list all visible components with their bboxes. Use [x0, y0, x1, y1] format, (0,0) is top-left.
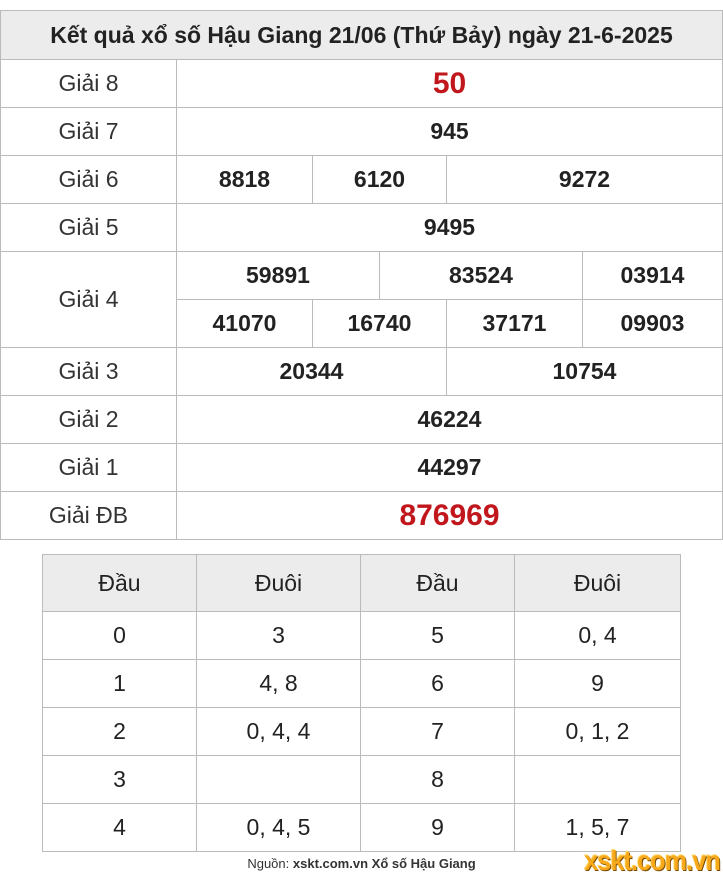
loto-cell: 4 [43, 804, 197, 852]
loto-cell: 0, 4, 4 [197, 708, 361, 756]
prize-4-value: 16740 [313, 300, 447, 348]
loto-header: Đầu [43, 555, 197, 612]
loto-cell: 5 [361, 612, 515, 660]
prize-db-value: 876969 [177, 492, 723, 540]
prize-row-2 [1, 396, 723, 444]
prize-row-8 [1, 60, 723, 108]
loto-cell: 4, 8 [197, 660, 361, 708]
loto-cell: 0, 1, 2 [515, 708, 681, 756]
prize-6-value: 6120 [313, 156, 447, 204]
prize-label-4: Giải 4 [1, 252, 177, 348]
prize-label-1: Giải 1 [1, 444, 177, 492]
prize-label-2: Giải 2 [1, 396, 177, 444]
prize-6-value: 9272 [447, 156, 723, 204]
loto-cell: 6 [361, 660, 515, 708]
prize-label-7: Giải 7 [1, 108, 177, 156]
prize-2-value: 46224 [177, 396, 723, 444]
loto-cell: 7 [361, 708, 515, 756]
prize-4-value: 03914 [583, 252, 723, 300]
prize-3-value: 10754 [447, 348, 723, 396]
loto-cell: 3 [197, 612, 361, 660]
prize-6-value: 8818 [177, 156, 313, 204]
prize-4-value: 41070 [177, 300, 313, 348]
results-table [0, 10, 723, 540]
loto-table [42, 554, 681, 852]
prize-3-value: 20344 [177, 348, 447, 396]
footer-site-link[interactable]: xskt.com.vn [292, 856, 369, 871]
prize-8-value: 50 [177, 60, 723, 108]
prize-4-value: 83524 [380, 252, 583, 300]
prize-label-db: Giải ĐB [1, 492, 177, 540]
prize-label-8: Giải 8 [1, 60, 177, 108]
site-logo: xskt.com.vn [584, 845, 720, 876]
prize-1-value: 44297 [177, 444, 723, 492]
loto-row [43, 612, 681, 660]
footer-prefix: Nguồn: [247, 856, 290, 871]
loto-row [43, 756, 681, 804]
loto-cell: 3 [43, 756, 197, 804]
footer-suffix: Xổ số Hậu Giang [371, 856, 476, 871]
loto-cell: 0 [43, 612, 197, 660]
loto-header: Đầu [361, 555, 515, 612]
prize-label-6: Giải 6 [1, 156, 177, 204]
loto-cell: 9 [361, 804, 515, 852]
loto-cell: 1, 5, 7 [515, 804, 681, 852]
loto-cell: 2 [43, 708, 197, 756]
prize-4-value: 09903 [583, 300, 723, 348]
page-title: Kết quả xổ số Hậu Giang 21/06 (Thứ Bảy) ngày 21-6-2025 [1, 11, 723, 60]
prize-row-db [1, 492, 723, 540]
loto-cell: 1 [43, 660, 197, 708]
prize-row-1 [1, 444, 723, 492]
loto-row [43, 708, 681, 756]
loto-cell [197, 756, 361, 804]
prize-row-4a [1, 252, 723, 300]
loto-cell: 0, 4, 5 [197, 804, 361, 852]
loto-cell: 0, 4 [515, 612, 681, 660]
prize-row-6 [1, 156, 723, 204]
prize-row-5 [1, 204, 723, 252]
prize-4-value: 59891 [177, 252, 380, 300]
prize-row-7 [1, 108, 723, 156]
loto-row [43, 660, 681, 708]
prize-5-value: 9495 [177, 204, 723, 252]
loto-cell [515, 756, 681, 804]
loto-header: Đuôi [515, 555, 681, 612]
prize-7-value: 945 [177, 108, 723, 156]
prize-4-value: 37171 [447, 300, 583, 348]
loto-cell: 8 [361, 756, 515, 804]
prize-row-3 [1, 348, 723, 396]
prize-label-3: Giải 3 [1, 348, 177, 396]
loto-header: Đuôi [197, 555, 361, 612]
loto-header-row [43, 555, 681, 612]
prize-label-5: Giải 5 [1, 204, 177, 252]
loto-cell: 9 [515, 660, 681, 708]
